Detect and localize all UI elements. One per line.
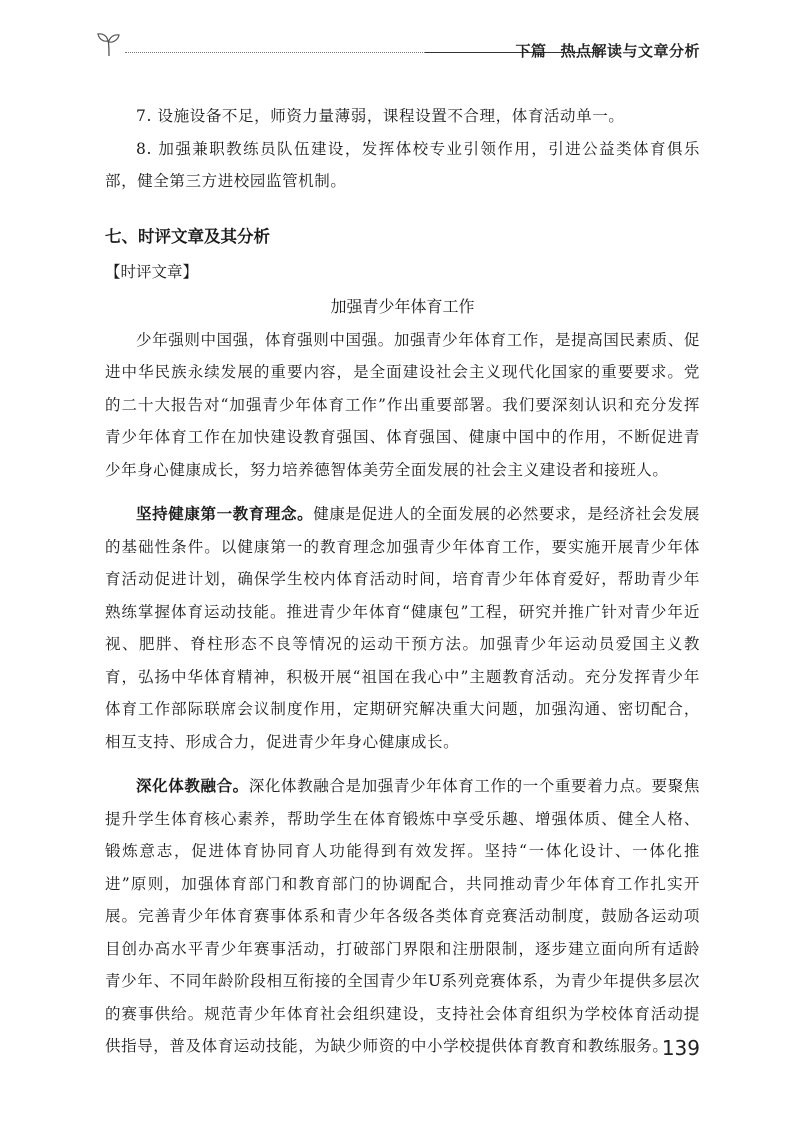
paragraph-1-body: 健康是促进人的全面发展的必然要求，是经济社会发展的基础性条件。以健康第一的教育理念加强青少年体育工作，要实施开展青少年体育活动促进计划，确保学生校内体育活动时间，培育青少年体育爱好，帮助青少年熟练掌握体育运动技能。推进青少年体育“健康包”工程，研究并推广针对青少年近视、肥胖、脊柱形态不良等情况的运动干预方法。加强青少年运动员爱国主义教育，弘扬中华体育精神，积极开展“祖国在我心中”主题教育活动。充分发挥青少年体育工作部际联席会议制度作用，定期研究解决重大问题，加强沟通、密切配合，相互支持、形成合力，促进青少年身心健康成长。 [105, 505, 700, 751]
header-part: 下篇 [515, 42, 547, 60]
paragraph-2-body: 深化体教融合是加强青少年体育工作的一个重要着力点。要聚焦提升学生体育核心素养，帮助学生在体育锻炼中享受乐趣、增强体质、健全人格、锻炼意志，促进体育协同育人功能得到有效发挥。坚持“一体化设计、一体化推进”原则，加强体育部门和教育部门的协调配合，共同推动青少年体育工作扎实开展。完善青少年体育赛事体系和青少年各级各类体育竞赛活动制度，鼓励各运动项目创办高水平青少年赛事活动，打破部门界限和注册限制，逐步建立面向所有适龄青少年、不同年龄阶段相互衔接的全国青少年U系列竞赛体系，为青少年提供多层次的赛事供给。规范青少年体育社会组织建设，支持社会体育组织为学校体育活动提供指导，普及体育运动技能，为缺少师资的中小学校提供体育教育和教练服务。 [105, 777, 700, 1055]
paragraph-2-lead: 深化体教融合。 [136, 777, 249, 795]
section-heading: 七、时评文章及其分析 [105, 226, 270, 246]
article-paragraph-2 [105, 770, 700, 1063]
article-tag: 【时评文章】 [105, 262, 199, 281]
article-intro: 少年强则中国强，体育强则中国强。加强青少年体育工作，是提高国民素质、促进中华民族永续发展的重要内容，是全面建设社会主义现代化国家的重要要求。党的二十大报告对“加强青少年体育工作”作出重要部署。我们要深刻认识和充分发挥青少年体育工作在加快建设教育强国、体育强国、健康中国中的作用，不断促进青少年身心健康成长，努力培养德智体美劳全面发展的社会主义建设者和接班人。 [105, 330, 700, 479]
article-title: 加强青少年体育工作 [330, 296, 475, 316]
header-title: 热点解读与文章分析 [560, 42, 700, 60]
paragraph-1-lead: 坚持健康第一教育理念。 [136, 505, 314, 523]
page-number: 139 [661, 1036, 700, 1060]
sprout-icon [95, 30, 123, 58]
header-text [515, 40, 700, 61]
article-paragraph-1 [105, 498, 700, 758]
list-item-8: 8. 加强兼职教练员队伍建设，发挥体校专业引领作用，引进公益类体育俱乐部，健全第三方进校园监管机制。 [105, 139, 700, 190]
page-content [105, 100, 700, 1063]
list-item-7: 7. 设施设备不足，师资力量薄弱，课程设置不合理，体育活动单一。 [136, 107, 625, 125]
running-header [95, 30, 700, 66]
